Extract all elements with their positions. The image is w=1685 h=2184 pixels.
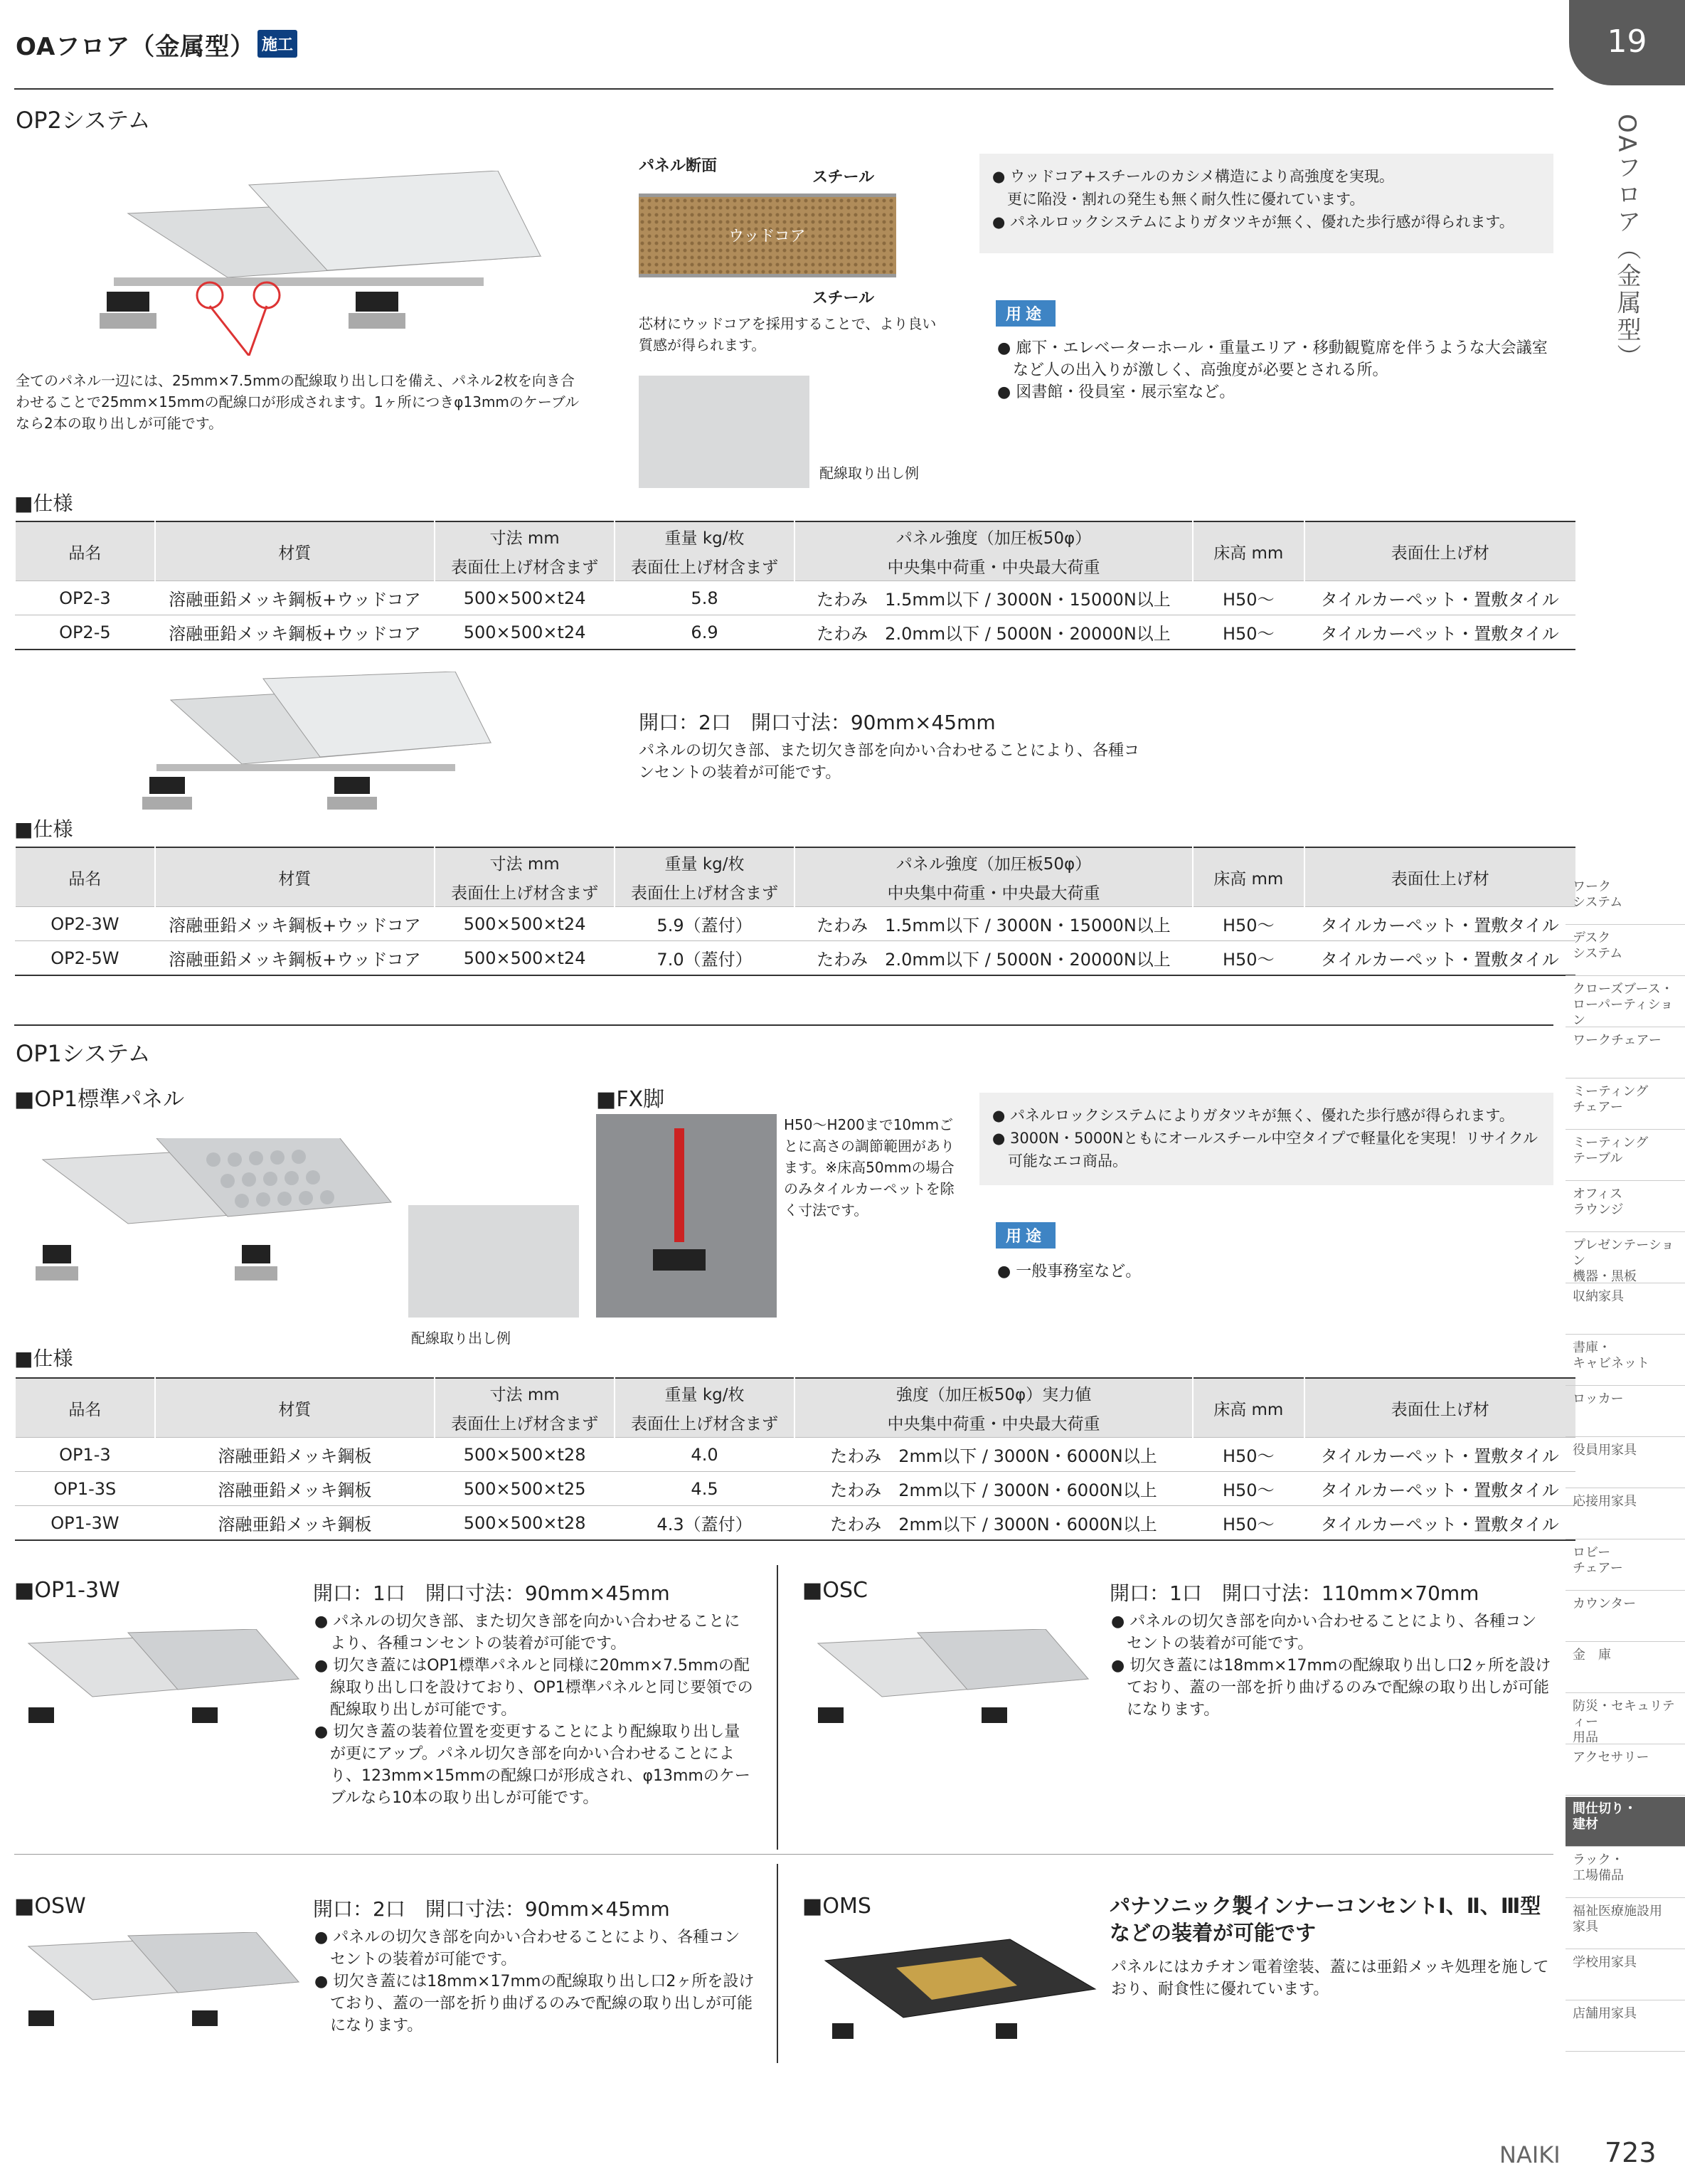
cell-height: H50〜 (1193, 615, 1304, 650)
col-name: 品名 (15, 1378, 155, 1438)
sidebar-item-meeting-table[interactable]: ミーティング テーブル (1566, 1131, 1685, 1181)
col-strength-sub: 中央集中荷重・中央最大荷重 (794, 877, 1193, 907)
cell-material: 溶融亜鉛メッキ鋼板 (155, 1506, 435, 1541)
op2w-opening: 開口：2口 開口寸法：90mm×45mm (639, 711, 996, 734)
variant-divider (777, 1565, 778, 1850)
op1-heading: OP1システム (16, 1040, 151, 1067)
bullet-line: ● 切欠き蓋には18mm×17mmの配線取り出し口2ヶ所を設けており、蓋の一部を折り曲げるのみで配線の取り出しが可能になります。 (1111, 1657, 1551, 1719)
table-row (15, 581, 1575, 615)
sidebar-item-welfare[interactable]: 福祉医療施設用 家具 (1566, 1899, 1685, 1949)
bullet-line: ● 切欠き蓋にはOP1標準パネルと同様に20mm×7.5mmの配線取り出し口を設けており、OP1標準パネルと同じ要領での配線取り出しが可能です。 (314, 1657, 753, 1719)
cell-weight: 5.9（蓋付） (615, 907, 794, 941)
cell-size: 500×500×t24 (435, 581, 615, 615)
col-strength: パネル強度（加圧板50φ） (794, 521, 1193, 551)
fx-leg-label: ■FX脚 (596, 1087, 665, 1112)
cell-height: H50〜 (1193, 941, 1304, 976)
op2w-desc: パネルの切欠き部、また切欠き部を向かい合わせることにより、各種コンセントの装着が可能です。 (639, 742, 1140, 782)
cell-height: H50〜 (1193, 1472, 1304, 1506)
sidebar-item-cabinet[interactable]: 書庫・ キャビネット (1566, 1336, 1685, 1386)
cell-name: OP1-3W (15, 1506, 155, 1541)
sidebar-item-safe[interactable]: 金 庫 (1566, 1643, 1685, 1693)
cell-height: H50〜 (1193, 907, 1304, 941)
cell-finish: タイルカーペット・置敷タイル (1304, 1438, 1575, 1472)
op1-features-box (979, 1093, 1553, 1185)
cell-height: H50〜 (1193, 581, 1304, 615)
op1-rule (14, 1024, 1553, 1026)
col-finish: 表面仕上げ材 (1304, 521, 1575, 581)
cell-strength: たわみ 2mm以下 / 3000N・6000N以上 (794, 1472, 1193, 1506)
sidebar-item-storage[interactable]: 収納家具 (1566, 1285, 1685, 1335)
cell-name: OP1-3S (15, 1472, 155, 1506)
col-material: 材質 (155, 1378, 435, 1438)
use-line: ● 廊下・エレベーターホール・重量エリア・移動観覧席を伴うような大会議室など人の出入りが激しく、高強度が必要とされる所。 (997, 339, 1548, 379)
osw-image (21, 1932, 306, 2060)
wood-core-label: ウッドコア (728, 228, 806, 245)
cell-strength: たわみ 2.0mm以下 / 5000N・20000N以上 (794, 615, 1193, 650)
cell-finish: タイルカーペット・置敷タイル (1304, 941, 1575, 976)
cell-material: 溶融亜鉛メッキ鋼板+ウッドコア (155, 615, 435, 650)
sidebar-item-school[interactable]: 学校用家具 (1566, 1951, 1685, 2000)
op2w-spec-table (14, 847, 1575, 976)
fx-leg-image (596, 1114, 777, 1318)
col-height: 床高 mm (1193, 847, 1304, 907)
op1-wiring-image (408, 1205, 579, 1318)
col-size-sub: 表面仕上げ材含まず (435, 1408, 615, 1438)
table-row (15, 615, 1575, 650)
osc-image (811, 1629, 1095, 1757)
cell-name: OP2-5W (15, 941, 155, 976)
cell-finish: タイルカーペット・置敷タイル (1304, 1506, 1575, 1541)
op1-spec-table (14, 1377, 1575, 1541)
cell-strength: たわみ 1.5mm以下 / 3000N・15000N以上 (794, 581, 1193, 615)
table-row (15, 1472, 1575, 1506)
footer-brand: NAIKI (1499, 2141, 1561, 2168)
op1-use-tag: 用途 (996, 1222, 1056, 1249)
col-strength: 強度（加圧板50φ）実力値 (794, 1378, 1193, 1408)
col-weight: 重量 kg/枚 (615, 521, 794, 551)
sidebar-item-reception[interactable]: 応接用家具 (1566, 1490, 1685, 1539)
cell-size: 500×500×t24 (435, 907, 615, 941)
osc-label: ■OSC (802, 1578, 868, 1603)
bullet-line: ● パネルの切欠き部を向かい合わせることにより、各種コンセントの装着が可能です。 (314, 1929, 740, 1968)
sidebar-item-accessory[interactable]: アクセサリー (1566, 1746, 1685, 1796)
op2-uses (997, 337, 1552, 403)
col-size: 寸法 mm (435, 1378, 615, 1408)
sidebar-item-meeting-chair[interactable]: ミーティング チェアー (1566, 1080, 1685, 1130)
cell-finish: タイルカーペット・置敷タイル (1304, 581, 1575, 615)
cell-strength: たわみ 2mm以下 / 3000N・6000N以上 (794, 1438, 1193, 1472)
oms-image (818, 1932, 1102, 2060)
op2-heading: OP2システム (16, 107, 151, 134)
op2-panel-image (85, 171, 548, 356)
cell-size: 500×500×t25 (435, 1472, 615, 1506)
cell-weight: 7.0（蓋付） (615, 941, 794, 976)
cell-weight: 5.8 (615, 581, 794, 615)
use-line: ● 一般事務室など。 (997, 1263, 1142, 1281)
cell-weight: 6.9 (615, 615, 794, 650)
op2-spec-table (14, 521, 1575, 650)
col-weight-sub: 表面仕上げ材含まず (615, 551, 794, 581)
cell-material: 溶融亜鉛メッキ鋼板 (155, 1472, 435, 1506)
col-strength: パネル強度（加圧板50φ） (794, 847, 1193, 877)
cell-strength: たわみ 2.0mm以下 / 5000N・20000N以上 (794, 941, 1193, 976)
bullet-line: ● 切欠き蓋の装着位置を変更することにより配線取り出し量が更にアップ。パネル切欠き部を向かい合わせることにより、123mm×15mmの配線口が形成され、φ13mmのケーブルなら10本の取り出しが可能です。 (314, 1723, 750, 1807)
screwdriver-shape (674, 1128, 684, 1242)
page-title: OAフロア（金属型） (16, 33, 255, 61)
oms-heading: パナソニック製インナーコンセントⅠ、Ⅱ、Ⅲ型などの装着が可能です (1110, 1894, 1541, 1945)
leg-shape (653, 1249, 706, 1271)
cell-size: 500×500×t24 (435, 941, 615, 976)
cell-finish: タイルカーペット・置敷タイル (1304, 907, 1575, 941)
cell-finish: タイルカーペット・置敷タイル (1304, 1472, 1575, 1506)
col-name: 品名 (15, 847, 155, 907)
construction-badge: 施工 (257, 30, 297, 58)
col-finish: 表面仕上げ材 (1304, 847, 1575, 907)
sidebar-item-booth[interactable]: クローズブース・ ローパーティション (1566, 977, 1685, 1027)
feature-line: 更に陥没・割れの発生も無く耐久性に優れています。 (992, 191, 1365, 208)
cell-material: 溶融亜鉛メッキ鋼板+ウッドコア (155, 581, 435, 615)
cell-finish: タイルカーペット・置敷タイル (1304, 615, 1575, 650)
sidebar-item-presentation[interactable]: プレゼンテーション 機器・黒板 (1566, 1234, 1685, 1283)
table-row (15, 907, 1575, 941)
header-rule (14, 88, 1553, 90)
col-height: 床高 mm (1193, 521, 1304, 581)
col-size: 寸法 mm (435, 521, 615, 551)
table-row (15, 1438, 1575, 1472)
osw-label: ■OSW (14, 1894, 86, 1919)
sidebar-item-lobby-chair[interactable]: ロビー チェアー (1566, 1541, 1685, 1591)
sidebar-item-locker[interactable]: ロッカー (1566, 1387, 1685, 1437)
sidebar-item-work-chair[interactable]: ワークチェアー (1566, 1029, 1685, 1078)
cell-weight: 4.0 (615, 1438, 794, 1472)
cell-weight: 4.5 (615, 1472, 794, 1506)
oms-label: ■OMS (802, 1894, 871, 1919)
op1-std-panel-label: ■OP1標準パネル (14, 1087, 185, 1112)
op2-wiring-image (639, 376, 809, 488)
feature-line: ● ウッドコア+スチールのカシメ構造により高強度を実現。 (992, 168, 1394, 185)
cell-name: OP2-5 (15, 615, 155, 650)
cell-size: 500×500×t28 (435, 1438, 615, 1472)
oms-desc: パネルにはカチオン電着塗装、蓋には亜鉛メッキ処理を施しており、耐食性に優れています。 (1111, 1958, 1549, 1998)
col-size-sub: 表面仕上げ材含まず (435, 551, 615, 581)
op1-uses (997, 1261, 1552, 1283)
sidebar-item-counter[interactable]: カウンター (1566, 1592, 1685, 1642)
bullet-line: ● 切欠き蓋には18mm×17mmの配線取り出し口2ヶ所を設けており、蓋の一部を折り曲げるのみで配線の取り出しが可能になります。 (314, 1973, 755, 2035)
sidebar-item-rack[interactable]: ラック・ 工場備品 (1566, 1848, 1685, 1898)
cell-height: H50〜 (1193, 1506, 1304, 1541)
cell-size: 500×500×t28 (435, 1506, 615, 1541)
cell-weight: 4.3（蓋付） (615, 1506, 794, 1541)
col-size-sub: 表面仕上げ材含まず (435, 877, 615, 907)
op2-wiring-caption: 配線取り出し例 (819, 465, 919, 482)
col-weight-sub: 表面仕上げ材含まず (615, 877, 794, 907)
table-row (15, 1506, 1575, 1541)
variant-rule (14, 1854, 1553, 1855)
sidebar-item-desk-system[interactable]: デスク システム (1566, 926, 1685, 976)
col-weight: 重量 kg/枚 (615, 847, 794, 877)
cell-height: H50〜 (1193, 1438, 1304, 1472)
feature-line: ● パネルロックシステムによりガタツキが無く、優れた歩行感が得られます。 (992, 1107, 1514, 1124)
feature-line: ● パネルロックシステムによりガタツキが無く、優れた歩行感が得られます。 (992, 213, 1514, 230)
cell-material: 溶融亜鉛メッキ鋼板+ウッドコア (155, 907, 435, 941)
op2-spec-label: ■仕様 (14, 492, 73, 515)
op1-3w-label: ■OP1-3W (14, 1578, 120, 1603)
col-weight: 重量 kg/枚 (615, 1378, 794, 1408)
wood-core-section-image (639, 194, 896, 277)
sidebar-item-executive[interactable]: 役員用家具 (1566, 1438, 1685, 1488)
chapter-tab[interactable]: 19 (1569, 0, 1685, 85)
col-size: 寸法 mm (435, 847, 615, 877)
col-name: 品名 (15, 521, 155, 581)
col-strength-sub: 中央集中荷重・中央最大荷重 (794, 1408, 1193, 1438)
bullet-line: ● パネルの切欠き部、また切欠き部を向かい合わせることにより、各種コンセントの装着が可能です。 (314, 1613, 740, 1653)
sidebar-item-lounge[interactable]: オフィス ラウンジ (1566, 1182, 1685, 1232)
feature-line: ● 3000N・5000Nともにオールスチール中空タイプで軽量化を実現！リサイクル可能なエコ商品。 (992, 1130, 1538, 1170)
op2w-spec-label: ■仕様 (14, 817, 73, 841)
col-height: 床高 mm (1193, 1378, 1304, 1438)
chapter-vertical-label: OAフロア（金属型） (1612, 114, 1641, 371)
cell-material: 溶融亜鉛メッキ鋼板 (155, 1438, 435, 1472)
section-label: パネル断面 (639, 157, 718, 175)
col-finish: 表面仕上げ材 (1304, 1378, 1575, 1438)
op1-panel-image (28, 1138, 413, 1295)
bullet-line: ● パネルの切欠き部を向かい合わせることにより、各種コンセントの装着が可能です。 (1111, 1613, 1537, 1653)
cell-name: OP1-3 (15, 1438, 155, 1472)
op1-spec-label: ■仕様 (14, 1347, 73, 1370)
fx-leg-note: H50〜H200まで10mmごとに高さの調節範囲があります。※床高50mmの場合のみタイルカーペットを除く寸法です。 (784, 1116, 955, 1219)
op2-features-box (979, 154, 1553, 253)
op2w-panel-image (135, 672, 505, 828)
osc-bullets (1111, 1611, 1552, 1721)
page-number: 723 (1605, 2137, 1657, 2168)
cell-name: OP2-3W (15, 907, 155, 941)
cell-name: OP2-3 (15, 581, 155, 615)
op2-caption: 全てのパネル一辺には、25mm×7.5mmの配線取り出し口を備え、パネル2枚を向き合わせることで25mm×15mmの配線口が形成されます。1ヶ所につきφ13mmのケーブルなら2本の取り出しが可能です。 (16, 372, 580, 432)
core-text: 芯材にウッドコアを採用することで、より良い質感が得られます。 (639, 315, 937, 354)
osw-opening: 開口：2口 開口寸法：90mm×45mm (313, 1897, 670, 1921)
osw-bullets (314, 1926, 755, 2037)
steel-bottom-label: スチール (812, 290, 875, 307)
op2-use-tag: 用途 (996, 300, 1056, 327)
op1-3w-image (21, 1629, 306, 1757)
cell-material: 溶融亜鉛メッキ鋼板+ウッドコア (155, 941, 435, 976)
cell-strength: たわみ 2mm以下 / 3000N・6000N以上 (794, 1506, 1193, 1541)
use-line: ● 図書館・役員室・展示室など。 (997, 383, 1235, 401)
sidebar-item-store[interactable]: 店舗用家具 (1566, 2002, 1685, 2052)
col-weight-sub: 表面仕上げ材含まず (615, 1408, 794, 1438)
op1-3w-opening: 開口：1口 開口寸法：90mm×45mm (313, 1581, 670, 1605)
sidebar-item-security[interactable]: 防災・セキュリティー 用品 (1566, 1695, 1685, 1744)
col-strength-sub: 中央集中荷重・中央最大荷重 (794, 551, 1193, 581)
op1-wiring-caption: 配線取り出し例 (411, 1330, 511, 1347)
osc-opening: 開口：1口 開口寸法：110mm×70mm (1110, 1581, 1479, 1605)
sidebar-item-partition-active[interactable]: 間仕切り・ 建材 (1566, 1797, 1685, 1847)
steel-top-label: スチール (812, 169, 875, 186)
sidebar-item-work-system[interactable]: ワーク システム (1566, 875, 1685, 925)
cell-size: 500×500×t24 (435, 615, 615, 650)
variant-divider (777, 1864, 778, 2063)
col-material: 材質 (155, 521, 435, 581)
op1-3w-bullets (314, 1611, 755, 1809)
cell-strength: たわみ 1.5mm以下 / 3000N・15000N以上 (794, 907, 1193, 941)
col-material: 材質 (155, 847, 435, 907)
table-row (15, 941, 1575, 976)
